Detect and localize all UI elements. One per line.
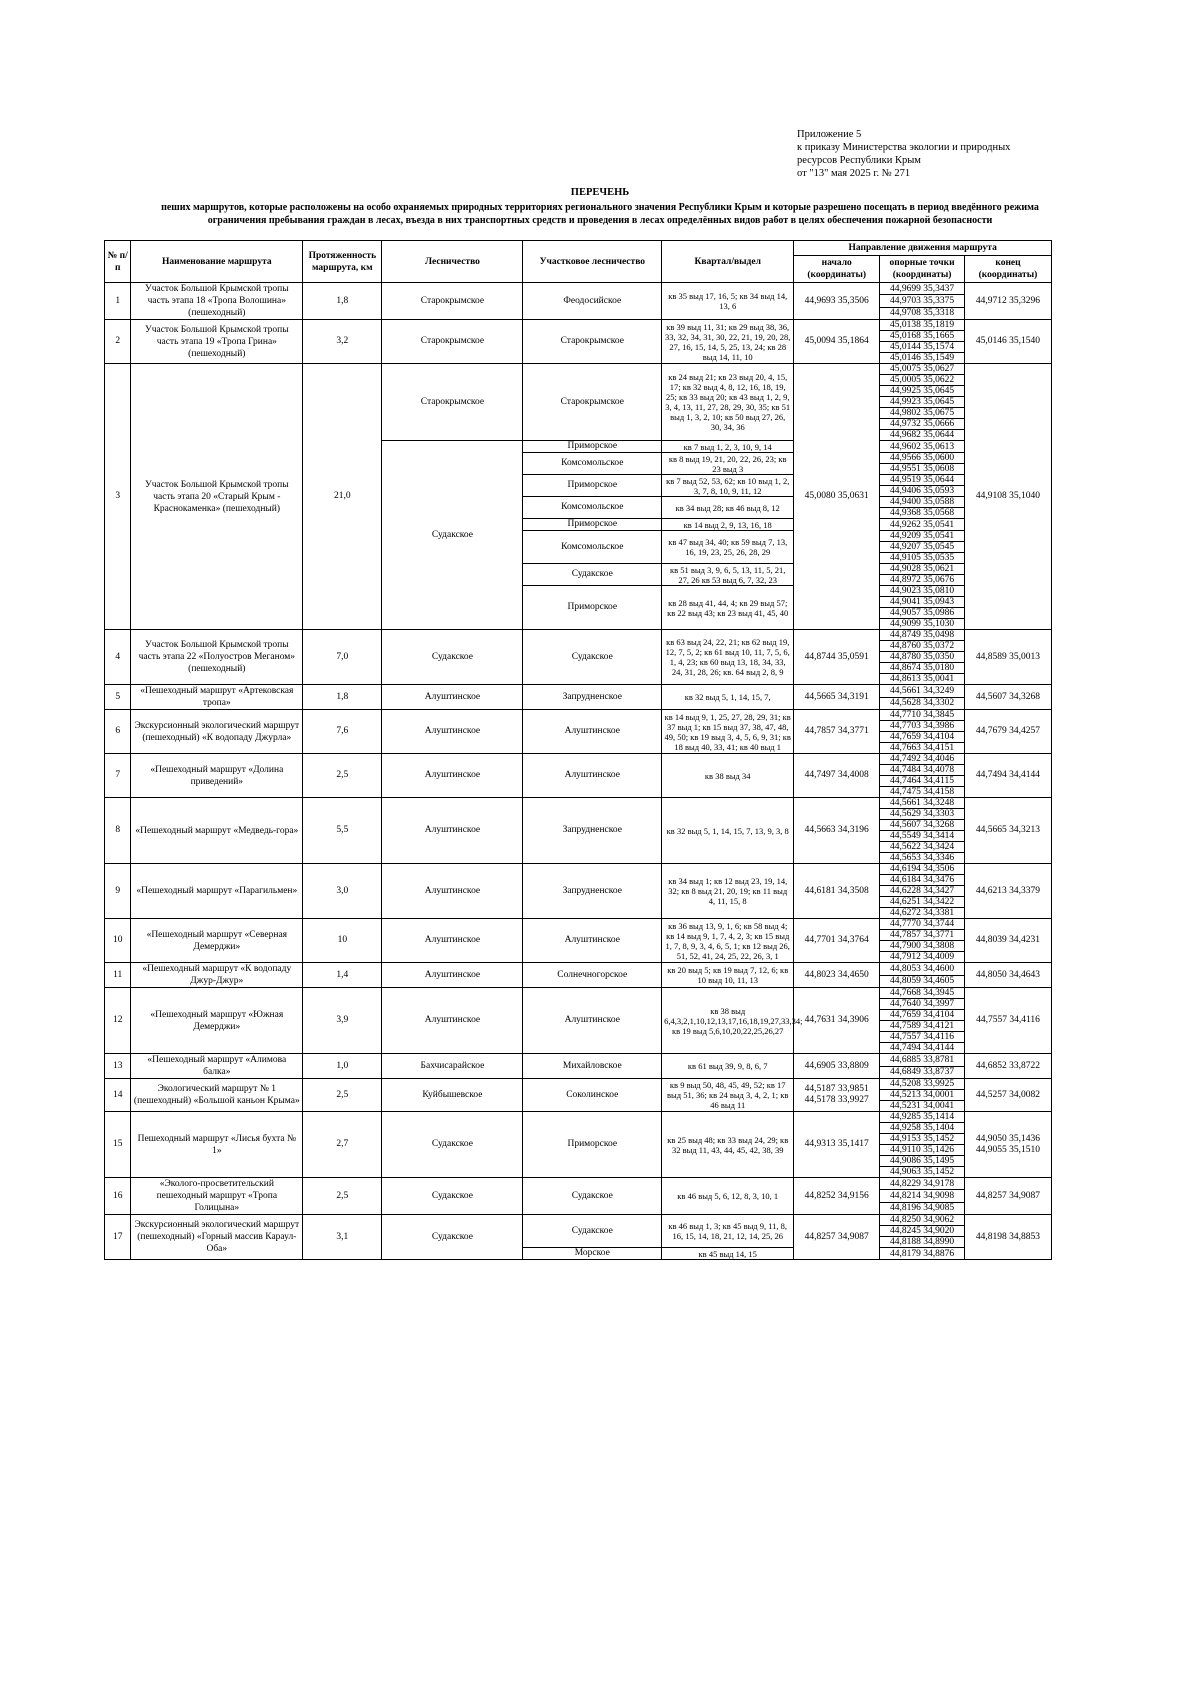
waypoint-coordinates: 44,8674 35,0180 bbox=[880, 663, 965, 674]
waypoint-coordinates: 45,0146 35,1549 bbox=[880, 353, 965, 364]
waypoint-coordinates: 44,8760 35,0372 bbox=[880, 641, 965, 652]
district-name: Судакское bbox=[523, 630, 662, 685]
route-number: 13 bbox=[105, 1054, 131, 1079]
waypoint-coordinates: 44,9925 35,0645 bbox=[880, 386, 965, 397]
waypoint-coordinates: 44,9258 35,1404 bbox=[880, 1123, 965, 1134]
waypoint-coordinates: 44,6194 34,3506 bbox=[880, 864, 965, 875]
waypoint-coordinates: 44,5231 34,0041 bbox=[880, 1101, 965, 1112]
waypoint-coordinates: 44,8245 34,9020 bbox=[880, 1226, 965, 1237]
start-coordinates: 44,5187 33,9851 44,5178 33,9927 bbox=[794, 1079, 880, 1112]
route-number: 6 bbox=[105, 710, 131, 754]
district-name: Феодосийское bbox=[523, 283, 662, 320]
waypoint-coordinates: 44,9209 35,0541 bbox=[880, 531, 965, 542]
start-coordinates: 44,9313 35,1417 bbox=[794, 1112, 880, 1178]
district-name: Запрудненское bbox=[523, 798, 662, 864]
header-district: Участковое лесничество bbox=[523, 241, 662, 283]
forestry-name: Алуштинское bbox=[382, 710, 523, 754]
quarter-list: кв 61 выд 39, 9, 8, 6, 7 bbox=[662, 1054, 794, 1079]
quarter-list: кв 46 выд 1, 3; кв 45 выд 9, 11, 8, 16, 15, 14, 18, 21, 12, 14, 25, 26 bbox=[662, 1215, 794, 1248]
waypoint-coordinates: 44,7912 34,4009 bbox=[880, 952, 965, 963]
district-name: Михайловское bbox=[523, 1054, 662, 1079]
route-number: 14 bbox=[105, 1079, 131, 1112]
table-row bbox=[105, 283, 1052, 295]
table-row bbox=[105, 320, 1052, 331]
waypoint-coordinates: 45,0075 35,0627 bbox=[880, 364, 965, 375]
table-row bbox=[105, 864, 1052, 875]
waypoint-coordinates: 44,9400 35,0588 bbox=[880, 497, 965, 508]
waypoint-coordinates: 44,9368 35,0568 bbox=[880, 508, 965, 519]
document-subtitle bbox=[100, 201, 1100, 227]
waypoint-coordinates: 44,8229 34,9178 bbox=[880, 1178, 965, 1190]
waypoint-coordinates: 44,9703 35,3375 bbox=[880, 295, 965, 307]
district-name: Алуштинское bbox=[523, 988, 662, 1054]
waypoint-coordinates: 44,9057 35,0986 bbox=[880, 608, 965, 619]
district-name: Алуштинское bbox=[523, 710, 662, 754]
route-number: 16 bbox=[105, 1178, 131, 1215]
quarter-list: кв 8 выд 19, 21, 20, 22, 26, 23; кв 23 выд 3 bbox=[662, 453, 794, 475]
document-title: ПЕРЕЧЕНЬ bbox=[570, 187, 630, 198]
waypoint-coordinates: 44,8749 35,0498 bbox=[880, 630, 965, 641]
district-name: Приморское bbox=[523, 1112, 662, 1178]
waypoint-coordinates: 45,0168 35,1665 bbox=[880, 331, 965, 342]
start-coordinates: 45,0094 35,1864 bbox=[794, 320, 880, 364]
end-coordinates: 44,5257 34,0082 bbox=[964, 1079, 1051, 1112]
header-start: начало (координаты) bbox=[794, 256, 880, 283]
quarter-list: кв 25 выд 48; кв 33 выд 24, 29; кв 32 выд 11, 43, 44, 45, 42, 38, 39 bbox=[662, 1112, 794, 1178]
route-length: 2,5 bbox=[303, 1079, 382, 1112]
waypoint-coordinates: 44,7900 34,3808 bbox=[880, 941, 965, 952]
waypoint-coordinates: 44,7659 34,4104 bbox=[880, 1010, 965, 1021]
quarter-list: кв 7 выд 52, 53, 62; кв 10 выд 1, 2, 3, 7, 8, 10, 9, 11, 12 bbox=[662, 475, 794, 497]
waypoint-coordinates: 44,8188 34,8990 bbox=[880, 1237, 965, 1248]
route-length: 3,9 bbox=[303, 988, 382, 1054]
district-name: Судакское bbox=[523, 1178, 662, 1215]
header-name: Наименование маршрута bbox=[131, 241, 303, 283]
quarter-list: кв 9 выд 50, 48, 45, 49, 52; кв 17 выд 51, 36; кв 24 выд 3, 4, 2, 1; кв 46 выд 11 bbox=[662, 1079, 794, 1112]
waypoint-coordinates: 44,9099 35,1030 bbox=[880, 619, 965, 630]
waypoint-coordinates: 44,7484 34,4078 bbox=[880, 765, 965, 776]
route-name: Участок Большой Крымской тропы часть этапа 22 «Полуостров Меганом» (пешеходный) bbox=[131, 630, 303, 685]
route-name: «Пешеходный маршрут «Артековская тропа» bbox=[131, 685, 303, 710]
waypoint-coordinates: 44,9023 35,0810 bbox=[880, 586, 965, 597]
start-coordinates: 44,8023 34,4650 bbox=[794, 963, 880, 988]
end-coordinates: 44,6213 34,3379 bbox=[964, 864, 1051, 919]
quarter-list: кв 14 выд 2, 9, 13, 16, 18 bbox=[662, 519, 794, 531]
forestry-name: Судакское bbox=[382, 1112, 523, 1178]
waypoint-coordinates: 44,5622 34,3424 bbox=[880, 842, 965, 853]
waypoint-coordinates: 44,9406 35,0593 bbox=[880, 486, 965, 497]
route-number: 3 bbox=[105, 364, 131, 630]
route-length: 3,1 bbox=[303, 1215, 382, 1260]
header-points: опорные точки (координаты) bbox=[880, 256, 965, 283]
route-name: Участок Большой Крымской тропы часть этапа 19 «Тропа Грина» (пешеходный) bbox=[131, 320, 303, 364]
routes-table bbox=[104, 240, 1052, 1260]
end-coordinates: 44,8589 35,0013 bbox=[964, 630, 1051, 685]
district-name: Приморское bbox=[523, 441, 662, 453]
table-row bbox=[105, 798, 1052, 809]
waypoint-coordinates: 44,9602 35,0613 bbox=[880, 441, 965, 453]
quarter-list: кв 14 выд 9, 1, 25, 27, 28, 29, 31; кв 37 выд 1; кв 15 выд 37, 38, 47, 48, 49, 50; кв 19 выд 3, 4, 5, 6, 9, 31; кв 18 выд 40, 33, 41; кв 40 выд 1 bbox=[662, 710, 794, 754]
forestry-name: Судакское bbox=[382, 1178, 523, 1215]
waypoint-coordinates: 44,9110 35,1426 bbox=[880, 1145, 965, 1156]
table-row bbox=[105, 988, 1052, 999]
route-number: 4 bbox=[105, 630, 131, 685]
waypoint-coordinates: 44,5661 34,3249 bbox=[880, 685, 965, 698]
start-coordinates: 44,5665 34,3191 bbox=[794, 685, 880, 710]
quarter-list: кв 35 выд 17, 16, 5; кв 34 выд 14, 13, 6 bbox=[662, 283, 794, 320]
waypoint-coordinates: 44,8053 34,4600 bbox=[880, 963, 965, 976]
waypoint-coordinates: 44,9153 35,1452 bbox=[880, 1134, 965, 1145]
route-length: 1,8 bbox=[303, 685, 382, 710]
route-name: Пешеходный маршрут «Лисья бухта № 1» bbox=[131, 1112, 303, 1178]
waypoint-coordinates: 44,9732 35,0666 bbox=[880, 419, 965, 430]
waypoint-coordinates: 44,6228 34,3427 bbox=[880, 886, 965, 897]
waypoint-coordinates: 44,7589 34,4121 bbox=[880, 1021, 965, 1032]
end-coordinates: 44,8050 34,4643 bbox=[964, 963, 1051, 988]
forestry-name: Алуштинское bbox=[382, 988, 523, 1054]
table-row bbox=[105, 630, 1052, 641]
route-name: «Пешеходный маршрут «Парагильмен» bbox=[131, 864, 303, 919]
waypoint-coordinates: 44,8196 34,9085 bbox=[880, 1202, 965, 1214]
route-name: Экологический маршрут № 1 (пешеходный) «Большой каньон Крыма» bbox=[131, 1079, 303, 1112]
routes-table-body bbox=[105, 283, 1052, 1260]
district-name: Комсомольское bbox=[523, 453, 662, 475]
waypoint-coordinates: 44,7710 34,3845 bbox=[880, 710, 965, 721]
route-number: 17 bbox=[105, 1215, 131, 1260]
route-length: 2,7 bbox=[303, 1112, 382, 1178]
waypoint-coordinates: 44,8179 34,8876 bbox=[880, 1248, 965, 1260]
district-name: Алуштинское bbox=[523, 754, 662, 798]
route-name: «Пешеходный маршрут «Северная Демерджи» bbox=[131, 919, 303, 963]
waypoint-coordinates: 45,0138 35,1819 bbox=[880, 320, 965, 331]
route-length: 3,0 bbox=[303, 864, 382, 919]
forestry-name: Алуштинское bbox=[382, 754, 523, 798]
waypoint-coordinates: 44,9551 35,0608 bbox=[880, 464, 965, 475]
start-coordinates: 44,8744 35,0591 bbox=[794, 630, 880, 685]
forestry-name: Алуштинское bbox=[382, 798, 523, 864]
end-coordinates: 44,5665 34,3213 bbox=[964, 798, 1051, 864]
district-name: Старокрымское bbox=[523, 320, 662, 364]
table-row bbox=[105, 1079, 1052, 1090]
waypoint-coordinates: 44,6184 34,3476 bbox=[880, 875, 965, 886]
district-name: Приморское bbox=[523, 475, 662, 497]
table-row bbox=[105, 710, 1052, 721]
appendix-line: ресурсов Республики Крым bbox=[797, 155, 921, 166]
quarter-list: кв 32 выд 5, 1, 14, 15, 7, bbox=[662, 685, 794, 710]
district-name: Старокрымское bbox=[523, 364, 662, 441]
route-number: 7 bbox=[105, 754, 131, 798]
route-name: «Пешеходный маршрут «Долина приведений» bbox=[131, 754, 303, 798]
quarter-list: кв 39 выд 11, 31; кв 29 выд 38, 36, 33, 32, 34, 31, 30, 22, 21, 19, 20, 28, 27, 16, 15, 14, 5, 25, 13, 24; кв 28 выд 14, 11, 10 bbox=[662, 320, 794, 364]
appendix-note bbox=[797, 128, 1087, 180]
table-row bbox=[105, 1054, 1052, 1067]
waypoint-coordinates: 44,7494 34,4144 bbox=[880, 1043, 965, 1054]
district-name: Морское bbox=[523, 1248, 662, 1260]
table-row bbox=[105, 919, 1052, 930]
forestry-name: Старокрымское bbox=[382, 364, 523, 441]
waypoint-coordinates: 44,6272 34,3381 bbox=[880, 908, 965, 919]
start-coordinates: 44,5663 34,3196 bbox=[794, 798, 880, 864]
route-name: «Эколого-просветительский пешеходный маршрут «Тропа Голицына» bbox=[131, 1178, 303, 1215]
forestry-name: Старокрымское bbox=[382, 283, 523, 320]
start-coordinates: 45,0080 35,0631 bbox=[794, 364, 880, 630]
waypoint-coordinates: 44,8214 34,9098 bbox=[880, 1190, 965, 1202]
waypoint-coordinates: 44,7663 34,4151 bbox=[880, 743, 965, 754]
quarter-list: кв 38 выд 34 bbox=[662, 754, 794, 798]
forestry-name: Судакское bbox=[382, 630, 523, 685]
table-row bbox=[105, 754, 1052, 765]
district-name: Судакское bbox=[523, 564, 662, 586]
route-length: 10 bbox=[303, 919, 382, 963]
waypoint-coordinates: 44,9566 35,0600 bbox=[880, 453, 965, 464]
waypoint-coordinates: 44,9682 35,0644 bbox=[880, 430, 965, 441]
waypoint-coordinates: 44,6251 34,3422 bbox=[880, 897, 965, 908]
waypoint-coordinates: 44,7770 34,3744 bbox=[880, 919, 965, 930]
start-coordinates: 44,6181 34,3508 bbox=[794, 864, 880, 919]
waypoint-coordinates: 44,9086 35,1495 bbox=[880, 1156, 965, 1167]
forestry-name: Алуштинское bbox=[382, 963, 523, 988]
quarter-list: кв 45 выд 14, 15 bbox=[662, 1248, 794, 1260]
waypoint-coordinates: 44,6885 33,8781 bbox=[880, 1054, 965, 1067]
quarter-list: кв 38 выд 6,4,3,2,1,10,12,13,17,16,18,19,27,33,34; кв 19 выд 5,6,10,20,22,25,26,27 bbox=[662, 988, 794, 1054]
district-name: Запрудненское bbox=[523, 685, 662, 710]
header-direction: Направление движения маршрута bbox=[794, 241, 1052, 256]
end-coordinates: 45,0146 35,1540 bbox=[964, 320, 1051, 364]
route-length: 1,4 bbox=[303, 963, 382, 988]
waypoint-coordinates: 44,7464 34,4115 bbox=[880, 776, 965, 787]
waypoint-coordinates: 44,9105 35,0535 bbox=[880, 553, 965, 564]
district-name: Алуштинское bbox=[523, 919, 662, 963]
route-length: 7,0 bbox=[303, 630, 382, 685]
district-name: Соколинское bbox=[523, 1079, 662, 1112]
route-name: Экскурсионный экологический маршрут (пешеходный) «К водопаду Джурла» bbox=[131, 710, 303, 754]
forestry-name: Алуштинское bbox=[382, 919, 523, 963]
route-length: 21,0 bbox=[303, 364, 382, 630]
table-row bbox=[105, 685, 1052, 698]
start-coordinates: 44,8257 34,9087 bbox=[794, 1215, 880, 1260]
waypoint-coordinates: 44,6849 33,8737 bbox=[880, 1066, 965, 1079]
route-length: 3,2 bbox=[303, 320, 382, 364]
waypoint-coordinates: 44,9699 35,3437 bbox=[880, 283, 965, 295]
waypoint-coordinates: 44,8250 34,9062 bbox=[880, 1215, 965, 1226]
start-coordinates: 44,6905 33,8809 bbox=[794, 1054, 880, 1079]
end-coordinates: 44,7494 34,4144 bbox=[964, 754, 1051, 798]
quarter-list: кв 36 выд 13, 9, 1, 6; кв 58 выд 4; кв 14 выд 9, 1, 7, 4, 2, 3; кв 15 выд 1, 7, 8, 9, 3, 4, 6, 5, 1; кв 12 выд 26, 51, 52, 41, 24, 25, 22, 26, 3, 1 bbox=[662, 919, 794, 963]
waypoint-coordinates: 44,8972 35,0676 bbox=[880, 575, 965, 586]
waypoint-coordinates: 44,9207 35,0545 bbox=[880, 542, 965, 553]
start-coordinates: 44,7497 34,4008 bbox=[794, 754, 880, 798]
quarter-list: кв 34 выд 28; кв 46 выд 8, 12 bbox=[662, 497, 794, 519]
district-name: Судакское bbox=[523, 1215, 662, 1248]
table-row bbox=[105, 1215, 1052, 1226]
table-row bbox=[105, 1112, 1052, 1123]
quarter-list: кв 63 выд 24, 22, 21; кв 62 выд 19, 12, 7, 5, 2; кв 61 выд 10, 11, 7, 5, 6, 1, 4, 23; кв 60 выд 13, 18, 34, 33, 24, 31, 28, 26; кв. 64 выд 2, 8, 9 bbox=[662, 630, 794, 685]
route-name: «Пешеходный маршрут «Южная Демерджи» bbox=[131, 988, 303, 1054]
waypoint-coordinates: 44,5661 34,3248 bbox=[880, 798, 965, 809]
start-coordinates: 44,7701 34,3764 bbox=[794, 919, 880, 963]
waypoint-coordinates: 44,8613 35,0041 bbox=[880, 674, 965, 685]
header-length: Протяженность маршрута, км bbox=[303, 241, 382, 283]
waypoint-coordinates: 44,9923 35,0645 bbox=[880, 397, 965, 408]
waypoint-coordinates: 44,7659 34,4104 bbox=[880, 732, 965, 743]
district-name: Комсомольское bbox=[523, 497, 662, 519]
route-name: «Пешеходный маршрут «Медведь-гора» bbox=[131, 798, 303, 864]
appendix-line: Приложение 5 bbox=[797, 129, 862, 140]
route-length: 2,5 bbox=[303, 1178, 382, 1215]
end-coordinates: 44,7679 34,4257 bbox=[964, 710, 1051, 754]
end-coordinates: 44,8257 34,9087 bbox=[964, 1178, 1051, 1215]
district-name: Приморское bbox=[523, 519, 662, 531]
forestry-name: Алуштинское bbox=[382, 685, 523, 710]
waypoint-coordinates: 44,8780 35,0350 bbox=[880, 652, 965, 663]
waypoint-coordinates: 45,0005 35,0622 bbox=[880, 375, 965, 386]
header-num: № п/п bbox=[105, 241, 131, 283]
route-number: 10 bbox=[105, 919, 131, 963]
waypoint-coordinates: 44,5653 34,3346 bbox=[880, 853, 965, 864]
quarter-list: кв 20 выд 5; кв 19 выд 7, 12, 6; кв 10 выд 10, 11, 13 bbox=[662, 963, 794, 988]
forestry-name: Бахчисарайское bbox=[382, 1054, 523, 1079]
route-number: 12 bbox=[105, 988, 131, 1054]
waypoint-coordinates: 45,0144 35,1574 bbox=[880, 342, 965, 353]
route-number: 8 bbox=[105, 798, 131, 864]
start-coordinates: 44,9693 35,3506 bbox=[794, 283, 880, 320]
waypoint-coordinates: 44,9285 35,1414 bbox=[880, 1112, 965, 1123]
table-row bbox=[105, 1178, 1052, 1190]
start-coordinates: 44,8252 34,9156 bbox=[794, 1178, 880, 1215]
district-name: Запрудненское bbox=[523, 864, 662, 919]
waypoint-coordinates: 44,9802 35,0675 bbox=[880, 408, 965, 419]
district-name: Приморское bbox=[523, 586, 662, 630]
forestry-name: Алуштинское bbox=[382, 864, 523, 919]
waypoint-coordinates: 44,5213 34,0001 bbox=[880, 1090, 965, 1101]
route-number: 15 bbox=[105, 1112, 131, 1178]
waypoint-coordinates: 44,8059 34,4605 bbox=[880, 975, 965, 988]
quarter-list: кв 24 выд 21; кв 23 выд 20, 4, 15, 17; кв 32 выд 4, 8, 12, 16, 18, 19, 25; кв 33 выд 20; кв 43 выд 1, 2, 9, 3, 4, 13, 11, 27, 28, 29, 30, 35; кв 51 выд 1, 3, 2, 10; кв 50 выд 27, 26, 30, 34, 36 bbox=[662, 364, 794, 441]
subtitle-line: пеших маршрутов, которые расположены на особо охраняемых природных территориях регионального значения Республики Крым и которые разрешено посещать в период введённого режима bbox=[161, 202, 1039, 213]
waypoint-coordinates: 44,9519 35,0644 bbox=[880, 475, 965, 486]
forestry-name: Судакское bbox=[382, 1215, 523, 1260]
quarter-list: кв 47 выд 34, 40; кв 59 выд 7, 13, 16, 19, 23, 25, 26, 28, 29 bbox=[662, 531, 794, 564]
district-name: Комсомольское bbox=[523, 531, 662, 564]
end-coordinates: 44,9050 35,1436 44,9055 35,1510 bbox=[964, 1112, 1051, 1178]
quarter-list: кв 46 выд 5, 6, 12, 8, 3, 10, 1 bbox=[662, 1178, 794, 1215]
waypoint-coordinates: 44,9063 35,1452 bbox=[880, 1167, 965, 1178]
forestry-name: Куйбышевское bbox=[382, 1079, 523, 1112]
route-length: 1,8 bbox=[303, 283, 382, 320]
end-coordinates: 44,6852 33,8722 bbox=[964, 1054, 1051, 1079]
quarter-list: кв 28 выд 41, 44, 4; кв 29 выд 57; кв 22 выд 43; кв 23 выд 41, 45, 40 bbox=[662, 586, 794, 630]
route-length: 2,5 bbox=[303, 754, 382, 798]
route-number: 2 bbox=[105, 320, 131, 364]
subtitle-line: ограничения пребывания граждан в лесах, въезда в них транспортных средств и проведения в лесах определённых видов работ в целях обеспечения пожарной безопасности bbox=[207, 215, 993, 226]
route-length: 5,5 bbox=[303, 798, 382, 864]
waypoint-coordinates: 44,7668 34,3945 bbox=[880, 988, 965, 999]
appendix-line: от "13" мая 2025 г. № 271 bbox=[797, 168, 911, 179]
waypoint-coordinates: 44,7703 34,3986 bbox=[880, 721, 965, 732]
quarter-list: кв 51 выд 3, 9, 6, 5, 13, 11, 5, 21, 27, 26 кв 53 выд 6, 7, 32, 23 bbox=[662, 564, 794, 586]
end-coordinates: 44,7557 34,4116 bbox=[964, 988, 1051, 1054]
end-coordinates: 44,5607 34,3268 bbox=[964, 685, 1051, 710]
forestry-name: Старокрымское bbox=[382, 320, 523, 364]
route-name: Участок Большой Крымской тропы часть этапа 20 «Старый Крым - Краснокаменка» (пешеходный) bbox=[131, 364, 303, 630]
waypoint-coordinates: 44,9028 35,0621 bbox=[880, 564, 965, 575]
route-number: 1 bbox=[105, 283, 131, 320]
quarter-list: кв 7 выд 1, 2, 3, 10, 9, 14 bbox=[662, 441, 794, 453]
route-length: 1,0 bbox=[303, 1054, 382, 1079]
table-row bbox=[105, 364, 1052, 375]
route-number: 11 bbox=[105, 963, 131, 988]
route-length: 7,6 bbox=[303, 710, 382, 754]
waypoint-coordinates: 44,9262 35,0541 bbox=[880, 519, 965, 531]
waypoint-coordinates: 44,5208 33,9925 bbox=[880, 1079, 965, 1090]
end-coordinates: 44,8198 34,8853 bbox=[964, 1215, 1051, 1260]
route-name: Экскурсионный экологический маршрут (пешеходный) «Горный массив Караул-Оба» bbox=[131, 1215, 303, 1260]
waypoint-coordinates: 44,5607 34,3268 bbox=[880, 820, 965, 831]
end-coordinates: 44,8039 34,4231 bbox=[964, 919, 1051, 963]
waypoint-coordinates: 44,9041 35,0943 bbox=[880, 597, 965, 608]
end-coordinates: 44,9712 35,3296 bbox=[964, 283, 1051, 320]
start-coordinates: 44,7857 34,3771 bbox=[794, 710, 880, 754]
waypoint-coordinates: 44,7857 34,3771 bbox=[880, 930, 965, 941]
waypoint-coordinates: 44,5549 34,3414 bbox=[880, 831, 965, 842]
appendix-line: к приказу Министерства экологии и природных bbox=[797, 142, 1011, 153]
district-name: Солнечногорское bbox=[523, 963, 662, 988]
quarter-list: кв 32 выд 5, 1, 14, 15, 7, 13, 9, 3, 8 bbox=[662, 798, 794, 864]
route-number: 5 bbox=[105, 685, 131, 710]
header-end: конец (координаты) bbox=[964, 256, 1051, 283]
route-name: «Пешеходный маршрут «Алимова балка» bbox=[131, 1054, 303, 1079]
route-name: Участок Большой Крымской тропы часть этапа 18 «Тропа Волошина» (пешеходный) bbox=[131, 283, 303, 320]
table-row bbox=[105, 963, 1052, 976]
waypoint-coordinates: 44,7640 34,3997 bbox=[880, 999, 965, 1010]
waypoint-coordinates: 44,9708 35,3318 bbox=[880, 307, 965, 319]
quarter-list: кв 34 выд 1; кв 12 выд 23, 19, 14, 32; кв 8 выд 21, 20, 19; кв 11 выд 4, 11, 15, 8 bbox=[662, 864, 794, 919]
waypoint-coordinates: 44,7475 34,4158 bbox=[880, 787, 965, 798]
waypoint-coordinates: 44,5628 34,3302 bbox=[880, 697, 965, 710]
route-number: 9 bbox=[105, 864, 131, 919]
header-forestry: Лесничество bbox=[382, 241, 523, 283]
start-coordinates: 44,7631 34,3906 bbox=[794, 988, 880, 1054]
header-quarter: Квартал/выдел bbox=[662, 241, 794, 283]
end-coordinates: 44,9108 35,1040 bbox=[964, 364, 1051, 630]
waypoint-coordinates: 44,7557 34,4116 bbox=[880, 1032, 965, 1043]
route-name: «Пешеходный маршрут «К водопаду Джур-Джур» bbox=[131, 963, 303, 988]
waypoint-coordinates: 44,5629 34,3303 bbox=[880, 809, 965, 820]
forestry-name: Судакское bbox=[382, 441, 523, 630]
waypoint-coordinates: 44,7492 34,4046 bbox=[880, 754, 965, 765]
